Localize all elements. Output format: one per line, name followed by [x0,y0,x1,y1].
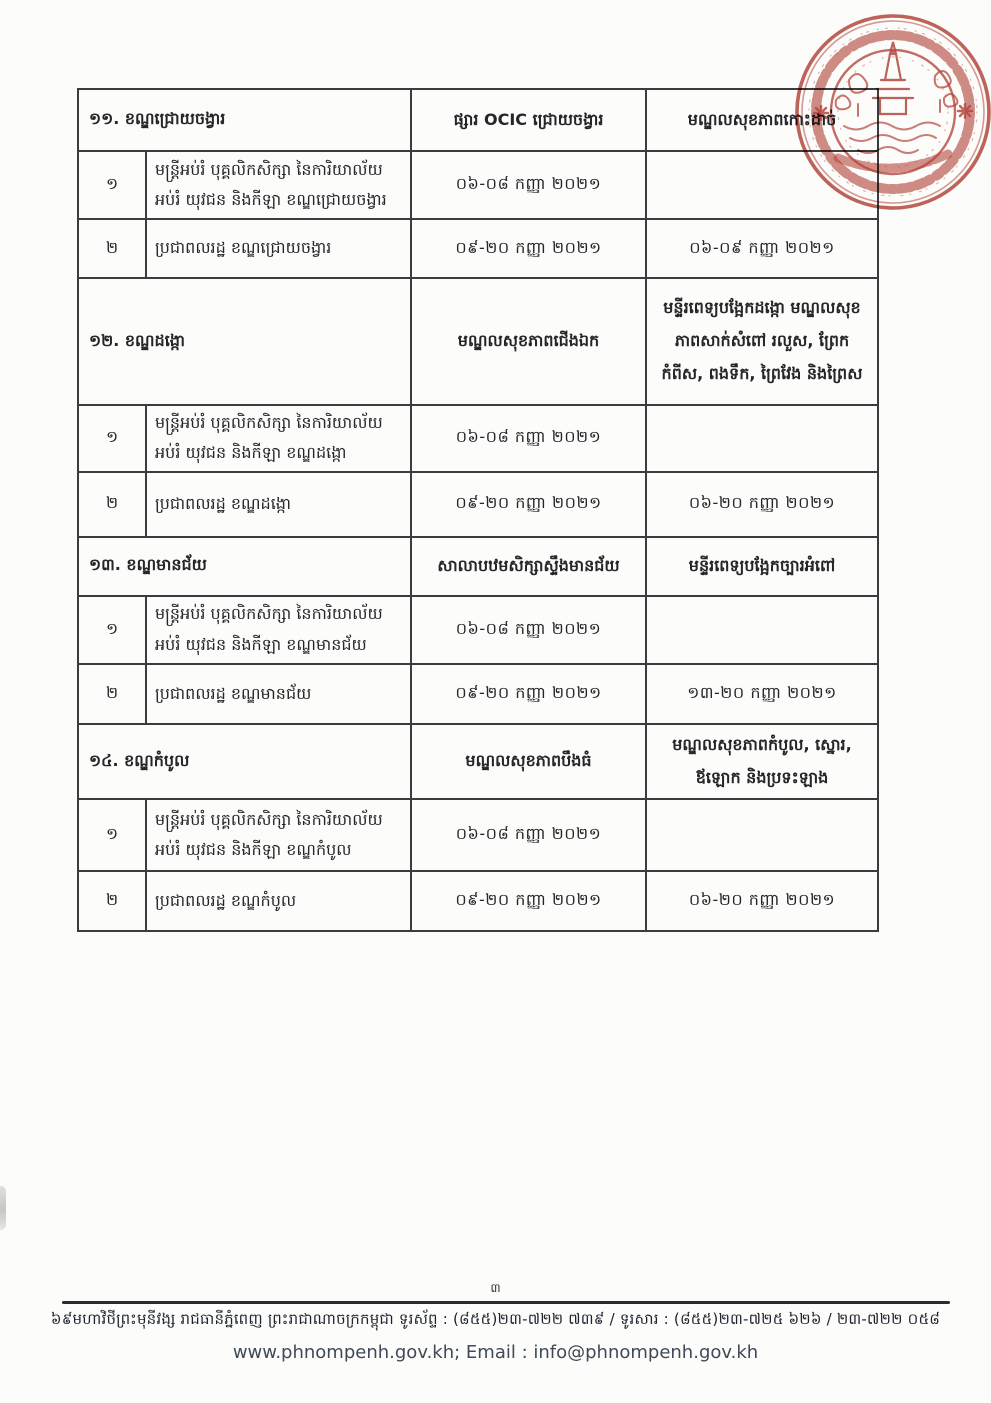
date-range-site1: ០៩-២០ កញ្ញា ២០២១ [411,664,646,724]
site-location-1: សាលាបឋមសិក្សាស្ទឹងមានជ័យ [411,537,646,596]
vaccination-schedule-table [77,88,879,932]
schedule-row [78,871,878,931]
site-location-2: មណ្ឌលសុខភាពកំបូល, ស្នោរ, ឪឡោក និងប្រទះឡាង [646,724,878,800]
date-range-site1: ០៦-០៨ កញ្ញា ២០២១ [411,151,646,219]
row-number: ២ [78,871,146,931]
page-number: ៣ [490,1281,501,1295]
section-header-row [78,724,878,800]
schedule-row [78,219,878,278]
schedule-row [78,151,878,219]
schedule-row [78,664,878,724]
schedule-row [78,472,878,537]
date-range-site1: ០៩-២០ កញ្ញា ២០២១ [411,472,646,537]
target-group: មន្ត្រីអប់រំ បុគ្គលិកសិក្សា នៃការិយាល័យអប់រំ យុវជន និងកីឡា ខណ្ឌដង្កោ [146,405,411,472]
date-range-site1: ០៦-០៨ កញ្ញា ២០២១ [411,405,646,472]
row-number: ២ [78,219,146,278]
section-header-row [78,537,878,596]
site-location-1: មណ្ឌលសុខភាពជើងឯក [411,278,646,405]
site-location-2: មន្ទីរពេទ្យបង្អែកដង្កោ មណ្ឌលសុខភាពសាក់សំពៅ រលួស, ព្រែកកំពីស, ពងទឹក, ព្រៃវែង និងព្រៃស [646,278,878,405]
footer-divider [62,1301,950,1304]
site-location-1: មណ្ឌលសុខភាពបឹងធំ [411,724,646,800]
row-number: ២ [78,664,146,724]
date-range-site2 [646,151,878,219]
row-number: ១ [78,151,146,219]
row-number: ១ [78,405,146,472]
schedule-row [78,405,878,472]
date-range-site2 [646,799,878,871]
target-group: ប្រជាពលរដ្ឋ ខណ្ឌជ្រោយចង្វារ [146,219,411,278]
scan-artifact [0,1186,6,1230]
row-number: ១ [78,596,146,664]
target-group: ប្រជាពលរដ្ឋ ខណ្ឌកំបូល [146,871,411,931]
schedule-row [78,596,878,664]
target-group: មន្ត្រីអប់រំ បុគ្គលិកសិក្សា នៃការិយាល័យអប់រំ យុវជន និងកីឡា ខណ្ឌកំបូល [146,799,411,871]
section-title: ១២. ខណ្ឌដង្កោ [78,278,411,405]
date-range-site2: ០៦-០៩ កញ្ញា ២០២១ [646,219,878,278]
section-header-row [78,278,878,405]
footer-web-email: www.phnompenh.gov.kh; Email : info@phnompenh.gov.kh [232,1342,759,1363]
date-range-site2 [646,596,878,664]
site-location-2: មណ្ឌលសុខភាពកោះដាច់ [646,89,878,151]
date-range-site1: ០៦-០៨ កញ្ញា ២០២១ [411,596,646,664]
footer-address: ៦៩មហាវិថីព្រះមុនីវង្ស រាជធានីភ្នំពេញ ព្រះរាជាណាចក្រកម្ពុជា ទូរស័ព្ទ : (៨៥៥)២៣-៧២២ ៧៣៩ / ទូរសារ : (៨៥៥)២៣-៧២៥ ៦២៦ / ២៣-៧២២ ០៥៨ [50,1310,941,1328]
target-group: ប្រជាពលរដ្ឋ ខណ្ឌមានជ័យ [146,664,411,724]
date-range-site2: ១៣-២០ កញ្ញា ២០២១ [646,664,878,724]
date-range-site2: ០៦-២០ កញ្ញា ២០២១ [646,472,878,537]
row-number: ១ [78,799,146,871]
site-location-1: ផ្សារ OCIC ជ្រោយចង្វារ [411,89,646,151]
target-group: មន្ត្រីអប់រំ បុគ្គលិកសិក្សា នៃការិយាល័យអប់រំ យុវជន និងកីឡា ខណ្ឌជ្រោយចង្វារ [146,151,411,219]
date-range-site1: ០៩-២០ កញ្ញា ២០២១ [411,219,646,278]
site-location-2: មន្ទីរពេទ្យបង្អែកច្បារអំពៅ [646,537,878,596]
section-title: ១៤. ខណ្ឌកំបូល [78,724,411,800]
date-range-site2: ០៦-២០ កញ្ញា ២០២១ [646,871,878,931]
date-range-site1: ០៩-២០ កញ្ញា ២០២១ [411,871,646,931]
schedule-row [78,799,878,871]
section-title: ១៣. ខណ្ឌមានជ័យ [78,537,411,596]
date-range-site2 [646,405,878,472]
date-range-site1: ០៦-០៨ កញ្ញា ២០២១ [411,799,646,871]
row-number: ២ [78,472,146,537]
section-header-row [78,89,878,151]
target-group: មន្ត្រីអប់រំ បុគ្គលិកសិក្សា នៃការិយាល័យអប់រំ យុវជន និងកីឡា ខណ្ឌមានជ័យ [146,596,411,664]
section-title: ១១. ខណ្ឌជ្រោយចង្វារ [78,89,411,151]
target-group: ប្រជាពលរដ្ឋ ខណ្ឌដង្កោ [146,472,411,537]
